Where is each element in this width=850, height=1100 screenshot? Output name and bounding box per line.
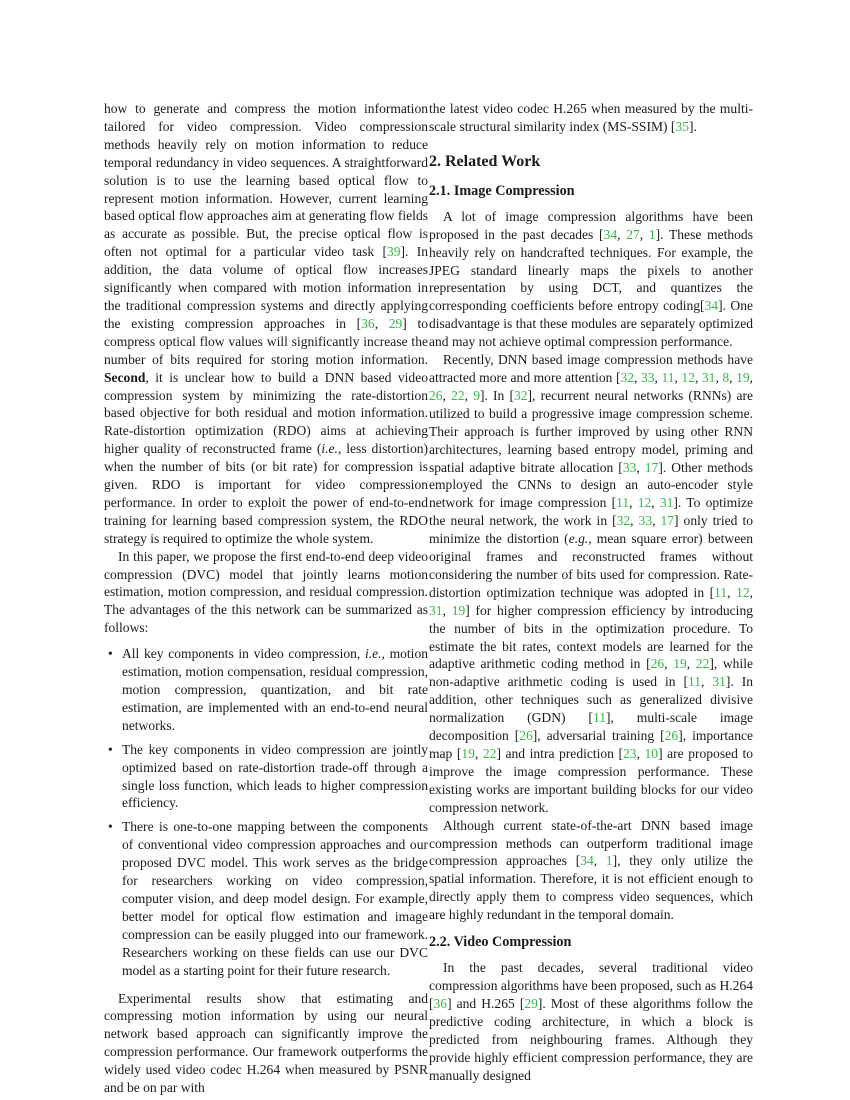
citation-link[interactable]: 11 (687, 674, 702, 690)
citation-link[interactable]: 22 (482, 746, 497, 761)
subsection-heading-video-compression: 2.2. Video Compression (429, 934, 572, 951)
citation-link[interactable]: 1 (605, 853, 613, 869)
citation-link[interactable]: 35 (675, 118, 689, 134)
citation-link[interactable]: 17 (644, 459, 659, 475)
citation-link[interactable]: 11 (714, 584, 728, 600)
citation-link[interactable]: 33 (638, 513, 653, 529)
paragraph-spatial-limitation: Although current state-of-the-art DNN based image compression methods can outperform traditional image compression approaches [34, 1], they only utilize the spatial information. Therefore, it is not efficient enough to directly apply them to compress video sequences, which are highly redundant in the temporal domain. (429, 817, 753, 923)
citation-link[interactable]: 31 (712, 674, 726, 690)
citation-link[interactable]: 23 (623, 746, 637, 761)
citation-link[interactable]: 33 (622, 459, 637, 475)
right-column (429, 100, 753, 1084)
citation-link[interactable]: 11 (661, 369, 675, 385)
citation-link[interactable]: 32 (513, 387, 528, 403)
citation-link[interactable]: 33 (640, 369, 655, 385)
list-item-text: The key components in video compression are jointly optimized based on rate-distortion trade-off through a single loss function, which leads to higher compression efficiency. (122, 741, 428, 811)
citation-link[interactable]: 22 (695, 656, 710, 672)
list-item-text: There is one-to-one mapping between the components of conventional video compression approaches and our proposed DVC model. This work serves as the bridge for researchers working on video compression, computer vision, and deep model design. For example, better model for optical flow estimation and image compression can be easily plugged into our framework. Researchers working on these fields can use our DVC model as a starting point for their future research. (122, 819, 428, 978)
citation-link[interactable]: 19 (451, 602, 466, 618)
citation-link[interactable]: 22 (451, 387, 465, 403)
citation-link[interactable]: 19 (461, 746, 475, 761)
list-item (104, 645, 428, 735)
citation-link[interactable]: 34 (580, 853, 594, 869)
paragraph-dnn-image-compression: Recently, DNN based image compression methods have attracted more and more attention [32, 33, 11, 12, 31, 8, 19, 26, 22, 9]. In [32], recurrent neural networks (RNNs) are utilized to build a progressive image compression scheme. Their approach is further improved by using other RNN architectures, learning based entropy model, priming and spatial adaptive bitrate allocation [33, 17]. Other methods employed the CNNs to design an auto-encoder style network for image compression [11, 12, 31]. To optimize the neural network, the work in [32, 33, 17] only tried to minimize the distortion (e.g., mean square error) between original frames and reconstructed frames without considering the number of bits used for compression. Rate-distortion optimization technique was adopted in [11, 12, 31, 19] for higher compression efficiency by introducing the number of bits in the optimization procedure. To estimate the bit rates, context models are learned for the adaptive arithmetic coding method in [26, 19, 22], while non-adaptive arithmetic coding is used in [11, 31]. In addition, other techniques such as generalized divisive normalization (GDN) [11], multi-scale image decomposition [26], adversarial training [26], importance map [19, 22] and intra prediction [23, 10] are proposed to improve the image compression performance. These existing works are important building blocks for our video compression network. (429, 352, 754, 815)
citation-link[interactable]: 34 (603, 226, 618, 242)
bullet-icon: • (108, 819, 113, 835)
section-heading-related-work: 2. Related Work (429, 152, 541, 170)
citation-link[interactable]: 32 (616, 513, 631, 529)
paragraph-experimental-results: Experimental results show that estimating and compressing motion information by using our neural network based approach can significantly improve the compression performance. Our framework outperforms the widely used video codec H.264 when measured by PSNR and be on par with (104, 990, 428, 1096)
italic-text: i.e. (321, 441, 338, 457)
paragraph-traditional-video-compression: In the past decades, several traditional video compression algorithms have been proposed, such as H.264 [36] and H.265 [29]. Most of these algorithms follow the predictive coding architecture, in which a block is predicted from neighbouring frames. Although they provide highly efficient compression performance, they are manually designed (429, 960, 753, 1083)
paragraph-motion-challenges: how to generate and compress the motion information tailored for video compression. Video compression methods heavily rely on motion information to reduce temporal redundancy in video sequences. A straightforward solution is to use the learning based optical flow to represent motion information. However, current learning based optical flow approaches aim at generating flow fields as accurate as possible. But, the precise optical flow is often not optimal for a particular video task [39]. In addition, the data volume of optical flow increases significantly when compared with motion information in the traditional compression systems and directly applying the existing compression approaches in [36, 29] to compress optical flow values will significantly increase the number of bits required for storing motion information. Second, it is unclear how to build a DNN based video compression system by minimizing the rate-distortion based objective for both residual and motion information. Rate-distortion optimization (RDO) aims at achieving higher quality of reconstructed frame (i.e., less distortion) when the number of bits (or bit rate) for compression is given. RDO is important for video compression performance. In order to exploit the power of end-to-end training for learning based compression system, the RDO strategy is required to optimize the whole system. (104, 101, 429, 546)
list-item (104, 741, 428, 813)
list-item (104, 818, 428, 979)
citation-link[interactable]: 34 (704, 298, 719, 314)
citation-link[interactable]: 11 (592, 710, 606, 726)
citation-link[interactable]: 10 (644, 746, 659, 761)
citation-link[interactable]: 26 (664, 728, 679, 744)
citation-link[interactable]: 36 (433, 995, 448, 1011)
citation-link[interactable]: 9 (473, 387, 480, 403)
citation-link[interactable]: 12 (637, 495, 652, 511)
italic-text: i.e. (364, 646, 382, 662)
citation-link[interactable]: 39 (386, 244, 401, 260)
citation-link[interactable]: 29 (524, 995, 538, 1011)
citation-link[interactable]: 36 (361, 315, 375, 331)
subsection-heading-image-compression: 2.1. Image Compression (429, 182, 575, 199)
bullet-icon: • (108, 646, 113, 662)
list-item-text: All key components in video compression, i.e., motion estimation, motion compensation, residual compression, motion compression, quantization, and bit rate estimation, are implemented with an end-to-end neural networks. (122, 646, 428, 733)
left-column (104, 100, 428, 1097)
paragraph-proposal: In this paper, we propose the first end-to-end deep video compression (DVC) model that jointly learns motion estimation, motion compression, and residual compression. The advantages of the this network can be summarized as follows: (104, 548, 428, 636)
citation-link[interactable]: 19 (736, 369, 750, 385)
citation-link[interactable]: 31 (429, 602, 443, 618)
citation-link[interactable]: 26 (429, 387, 443, 403)
citation-link[interactable]: 1 (648, 226, 656, 242)
citation-link[interactable]: 8 (722, 369, 730, 385)
bullet-icon: • (108, 741, 113, 757)
paragraph-traditional-image-compression: A lot of image compression algorithms have been proposed in the past decades [34, 27, 1]. These methods heavily rely on handcrafted techniques. For example, the JPEG standard linearly maps the pixels to another representation by using DCT, and quantizes the corresponding coefficients before entropy coding[34]. One disadvantage is that these modules are separately optimized and may not achieve optimal compression performance. (429, 208, 753, 350)
bold-text: Second (104, 369, 146, 385)
citation-link[interactable]: 31 (659, 495, 674, 511)
citation-link[interactable]: 12 (681, 369, 695, 385)
citation-link[interactable]: 27 (626, 226, 640, 242)
citation-link[interactable]: 26 (650, 656, 665, 672)
citation-link[interactable]: 26 (519, 728, 533, 744)
citation-link[interactable]: 11 (616, 495, 630, 511)
citation-link[interactable]: 31 (701, 369, 716, 385)
italic-text: e.g. (568, 531, 589, 547)
citation-link[interactable]: 32 (620, 369, 635, 385)
citation-link[interactable]: 17 (660, 513, 675, 529)
citation-link[interactable]: 29 (388, 315, 403, 331)
contributions-list (104, 645, 428, 979)
citation-link[interactable]: 12 (736, 584, 750, 600)
paragraph-continued: the latest video codec H.265 when measured by the multi-scale structural similarity index (MS-SSIM) [35]. (429, 101, 753, 134)
citation-link[interactable]: 19 (673, 656, 687, 672)
